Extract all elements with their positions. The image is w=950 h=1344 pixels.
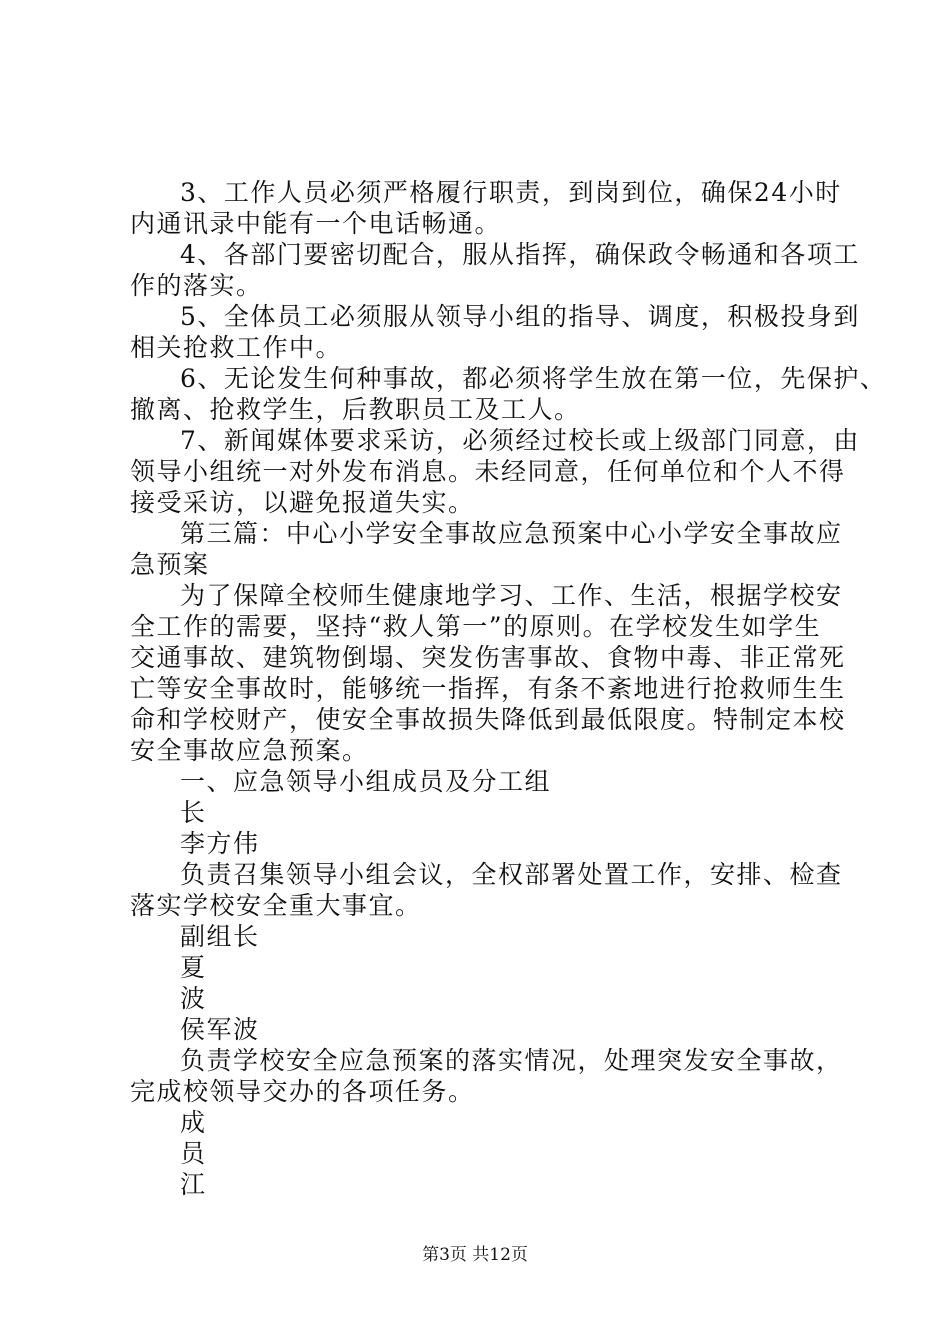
paragraph-line: 作的落实。 (130, 271, 263, 300)
paragraph-line: 4、各部门要密切配合，服从指挥，确保政令畅通和各项工 (180, 240, 860, 269)
paragraph-line: 5、全体员工必须服从领导小组的指导、调度，积极投身到 (180, 302, 860, 331)
paragraph-line: 为了保障全校师生健康地学习、工作、生活，根据学校安 (180, 581, 843, 610)
member-name: 侯军波 (180, 1015, 260, 1044)
paragraph-line: 全工作的需要，坚持“救人第一”的原则。在学校发生如学生 (130, 612, 822, 641)
paragraph-line: 7、新闻媒体要求采访，必须经过校长或上级部门同意，由 (180, 426, 860, 455)
member-name: 李方伟 (180, 829, 260, 858)
paragraph-line: 相关抢救工作中。 (130, 333, 343, 362)
paragraph-line: 安全事故应急预案。 (130, 736, 369, 765)
total-pages: 12 (489, 1245, 511, 1265)
total-prefix: 共 (472, 1245, 490, 1265)
paragraph-line: 亡等安全事故时，能够统一指挥，有条不紊地进行抢救师生生 (130, 674, 846, 703)
duty-description: 负责学校安全应急预案的落实情况，处理突发安全事故， (180, 1046, 843, 1075)
role-label: 副组长 (180, 922, 260, 951)
total-unit: 页 (510, 1245, 528, 1265)
member-name: 江 (180, 1170, 207, 1199)
subsection-heading: 一、应急领导小组成员及分工组 (180, 767, 552, 796)
section-heading: 第三篇：中心小学安全事故应急预案中心小学安全事故应 (180, 519, 843, 548)
section-heading: 急预案 (130, 550, 210, 579)
page-unit: 页 (449, 1245, 467, 1265)
paragraph-line: 内通讯录中能有一个电话畅通。 (130, 209, 502, 238)
duty-description: 落实学校安全重大事宜。 (130, 891, 422, 920)
role-label: 员 (180, 1139, 207, 1168)
paragraph-line: 接受采访，以避免报道失实。 (130, 488, 475, 517)
paragraph-line: 命和学校财产，使安全事故损失降低到最低限度。特制定本校 (130, 705, 846, 734)
document-body (130, 177, 887, 1200)
duty-description: 负责召集领导小组会议，全权部署处置工作，安排、检查 (180, 860, 843, 889)
member-name: 夏 (180, 953, 207, 982)
page-number: 3 (439, 1245, 450, 1265)
paragraph-line: 领导小组统一对外发布消息。未经同意，任何单位和个人不得 (130, 457, 846, 486)
paragraph-line: 交通事故、建筑物倒塌、突发伤害事故、食物中毒、非正常死 (130, 643, 846, 672)
paragraph-line: 3、工作人员必须严格履行职责，到岗到位，确保24小时 (180, 178, 842, 207)
duty-description: 完成校领导交办的各项任务。 (130, 1077, 475, 1106)
role-label: 成 (180, 1108, 207, 1137)
page-prefix: 第 (422, 1245, 440, 1265)
paragraph-line: 撤离、抢救学生，后教职员工及工人。 (130, 395, 581, 424)
page-footer (0, 1244, 950, 1266)
role-label: 长 (180, 798, 207, 827)
paragraph-line: 6、无论发生何种事故，都必须将学生放在第一位，先保护、 (180, 364, 887, 393)
member-name: 波 (180, 984, 207, 1013)
